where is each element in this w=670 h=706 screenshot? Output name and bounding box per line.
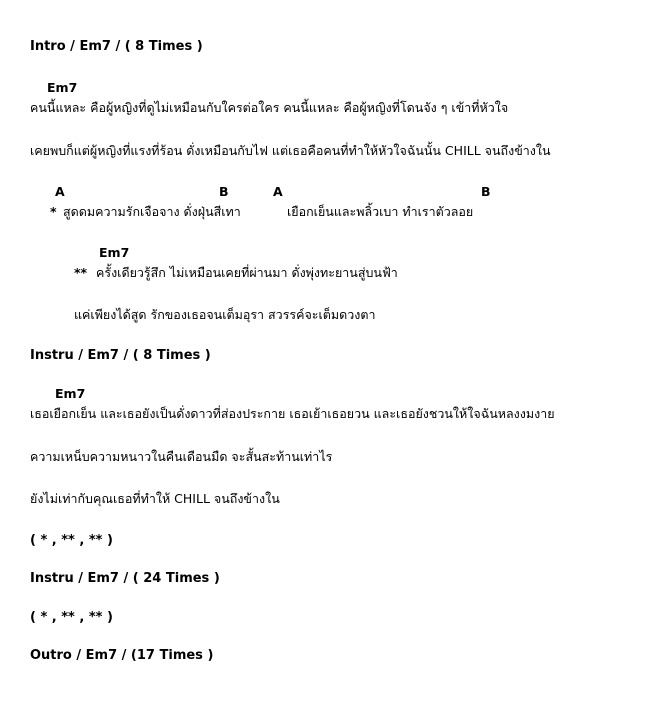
intro-line: Intro / Em7 / ( 8 Times ) [30, 39, 203, 54]
instru1-line: Instru / Em7 / ( 8 Times ) [30, 348, 211, 363]
prechorus-chord-1: A [55, 184, 65, 199]
prechorus-lyric-a: สูดดมความรักเจือจาง ดั่งฝุ่นสีเทา [63, 204, 241, 219]
verse2-chord: Em7 [55, 386, 86, 401]
verse1-chord: Em7 [47, 80, 78, 95]
repeat-line-1: ( * , ** , ** ) [30, 533, 113, 548]
outro-line: Outro / Em7 / (17 Times ) [30, 648, 214, 663]
verse1-line2: เคยพบก็แต่ผู้หญิงที่แรงที่ร้อน ดั่งเหมือนกับไฟ แต่เธอคือคนที่ทำให้หัวใจฉันนั้น CHILL จนถึงข้างใน [30, 143, 551, 158]
verse2-line1: เธอเยือกเย็น และเธอยังเป็นดั่งดาวที่ส่องประกาย เธอเย้าเธอยวน และเธอยังชวนให้ใจฉันหลงงมงาย [30, 406, 555, 421]
chorus-chord: Em7 [99, 245, 130, 260]
prechorus-lyric-b: เยือกเย็นและพลิ้วเบา ทำเราตัวลอย [287, 204, 474, 219]
verse2-line2: ความเหน็บความหนาวในคืนเดือนมืด จะสั้นสะท้านเท่าไร [30, 449, 333, 464]
verse2-line3: ยังไม่เท่ากับคุณเธอที่ทำให้ CHILL จนถึงข้างใน [30, 491, 280, 506]
prechorus-chord-4: B [481, 184, 491, 199]
verse1-line1: คนนี้แหละ คือผู้หญิงที่ดูไม่เหมือนกับใครต่อใคร คนนี้แหละ คือผู้หญิงที่โดนจัง ๆ เข้าที่หัวใจ [30, 100, 509, 115]
chorus-line2: แค่เพียงได้สูด รักของเธอจนเต็มอุรา สวรรค์จะเต็มดวงตา [74, 307, 376, 322]
chorus-marker: ** [74, 265, 88, 280]
prechorus-chord-3: A [273, 184, 283, 199]
chorus-line1: ครั้งเดียวรู้สึก ไม่เหมือนเคยที่ผ่านมา ดั่งพุ่งทะยานสู่บนฟ้า [96, 265, 398, 280]
prechorus-marker: * [50, 204, 57, 219]
repeat-line-2: ( * , ** , ** ) [30, 610, 113, 625]
prechorus-chord-2: B [219, 184, 229, 199]
instru2-line: Instru / Em7 / ( 24 Times ) [30, 571, 220, 586]
